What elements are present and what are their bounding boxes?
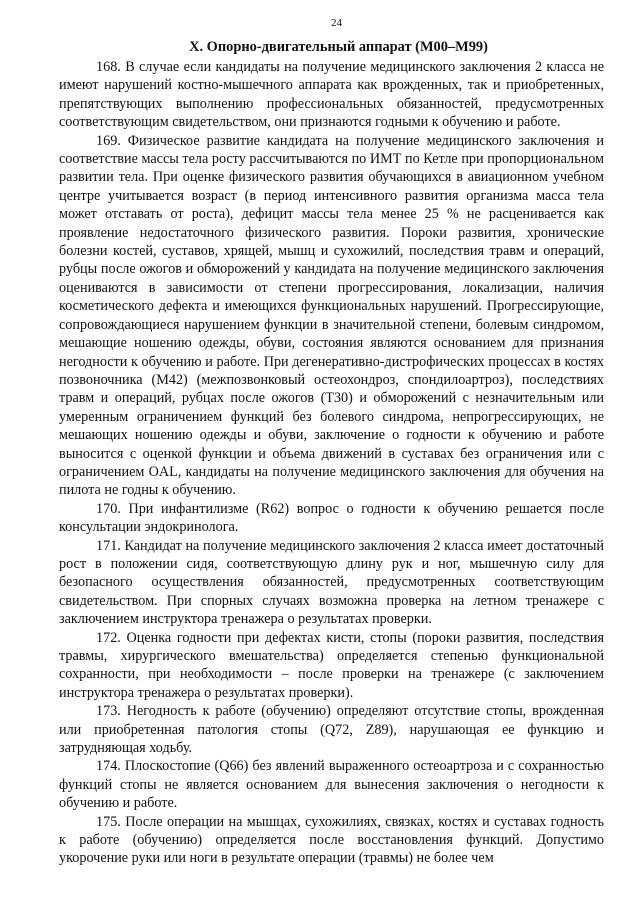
paragraph-173: 173. Негодность к работе (обучению) определяют отсутствие стопы, врожденная или приобретенная патология стопы (Q72, Z89), нарушающая ее функцию и затрудняющая ходьбу. xyxy=(59,703,604,757)
paragraph-170: 170. При инфантилизме (R62) вопрос о годности к обучению решается после консультации эндокринолога. xyxy=(59,500,604,536)
paragraph-168: 168. В случае если кандидаты на получение медицинского заключения 2 класса не имеют нарушений костно-мышечного аппарата как врожденных, так и приобретенных, препятствующих выполнению профессиональных обязанностей, предусмотренных соответствующим свидетельством, они признаются годными к обучению и работе. xyxy=(59,59,604,131)
paragraph-169: 169. Физическое развитие кандидата на получение медицинского заключения и соответствие массы тела росту рассчитываются по ИМТ по Кетле при пропорциональном развитии тела. При оценке физического развития обучающихся в авиационном учебном центре учитывается возраст (в период интенсивного развития организма масса тела может отставать от роста), дефицит массы тела менее 25 % не расценивается как проявление недостаточного физического развития. Пороки развития, хронические болезни костей, суставов, хрящей, мышц и сухожилий, последствия травм и операций, рубцы после ожогов и обморожений у кандидата на получение медицинского заключения оцениваются в зависимости от степени прогрессирования, локализации, наличия косметического дефекта и имеющихся функциональных нарушений. Прогрессирующие, сопровождающиеся нарушением функции в значительной степени, болевым синдромом, мешающие ношению одежды, обуви, состояния являются основанием для признания негодности к обучению и работе. При дегенеративно-дистрофических процессах в костях позвоночника (M42) (межпозвонковый остеохондроз, спондилоартроз), последствиях травм и операций, рубцах после ожогов (T30) и обморожений с незначительным или умеренным ограничением функций без болевого синдрома, непрогрессирующих, не мешающих ношению одежды и обуви, заключение о годности к обучению и работе выносится с оценкой функции и объема движений в суставах без ограничения или с ограничением OAL, кандидаты на получение медицинского заключения для обучения на пилота не годны к обучению. xyxy=(59,132,604,499)
section-title: X. Опорно-двигательный аппарат (M00–M99) xyxy=(189,39,488,55)
paragraph-171: 171. Кандидат на получение медицинского заключения 2 класса имеет достаточный рост в положении сидя, соответствующую длину рук и ног, мышечную силу для безопасного осуществления обязанностей, предусмотренных соответствующим свидетельством. При спорных случаях возможна проверка на летном тренажере с заключением инструктора тренажера о результатах проверки. xyxy=(59,537,604,628)
paragraph-174: 174. Плоскостопие (Q66) без явлений выраженного остеоартроза и с сохранностью функций стопы не является основанием для вынесения заключения о негодности к обучению и работе. xyxy=(59,758,604,812)
page-number: 24 xyxy=(331,17,342,29)
paragraph-175: 175. После операции на мышцах, сухожилиях, связках, костях и суставах годность к работе (обучению) определяется после восстановления функций. Допустимо укорочение руки или ноги в результате операции (травмы) не более чем xyxy=(59,813,604,867)
paragraph-172: 172. Оценка годности при дефектах кисти, стопы (пороки развития, последствия травмы, хирургического вмешательства) определяется степенью функциональной сохранности, при необходимости – после проверки на тренажере (с заключением инструктора тренажера о результатах проверки). xyxy=(59,629,604,701)
